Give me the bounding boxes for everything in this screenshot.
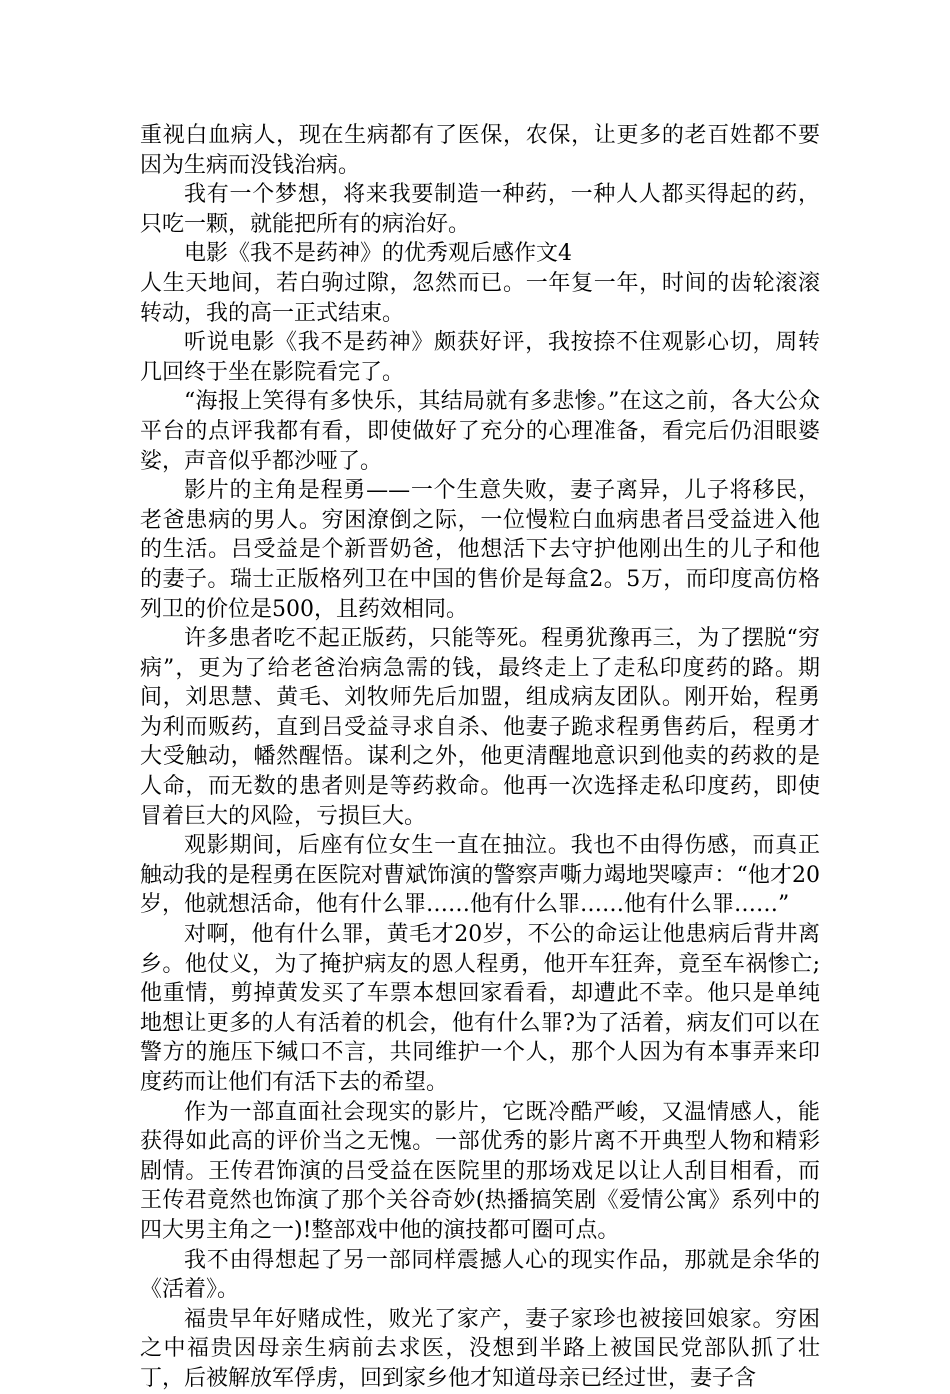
paragraph: 我不由得想起了另一部同样震撼人心的现实作品，那就是余华的《活着》。 (140, 1247, 820, 1303)
paragraph: 观影期间，后座有位女生一直在抽泣。我也不由得伤感，而真正触动我的是程勇在医院对曹斌饰演的警察声嘶力竭地哭嚎声：“他才20岁，他就想活命，他有什么罪……他有什么罪……他有什么罪……” (140, 833, 820, 918)
paragraph: 我有一个梦想，将来我要制造一种药，一种人人都买得起的药，只吃一颗，就能把所有的病治好。 (140, 182, 820, 237)
document-body (140, 121, 820, 1394)
paragraph: 重视白血病人，现在生病都有了医保，农保，让更多的老百姓都不要因为生病而没钱治病。 (140, 123, 820, 178)
paragraph: “海报上笑得有多快乐，其结局就有多悲惨。”在这之前，各大公众平台的点评我都有看，即使做好了充分的心理准备，看完后仍泪眼婆娑，声音似乎都沙哑了。 (140, 389, 820, 474)
paragraph: 影片的主角是程勇——一个生意失败，妻子离异，儿子将移民，老爸患病的男人。穷困潦倒之际，一位慢粒白血病患者吕受益进入他的生活。吕受益是个新晋奶爸，他想活下去守护他刚出生的儿子和他的妻子。瑞士正版格列卫在中国的售价是每盒2。5万，而印度高仿格列卫的价位是500，且药效相同。 (140, 478, 820, 622)
paragraph: 福贵早年好赌成性，败光了家产，妻子家珍也被接回娘家。穷困之中福贵因母亲生病前去求医，没想到半路上被国民党部队抓了壮丁，后被解放军俘虏，回到家乡他才知道母亲已经过世，妻子含 (140, 1306, 820, 1391)
paragraph: 听说电影《我不是药神》颇获好评，我按捺不住观影心切，周转几回终于坐在影院看完了。 (140, 330, 820, 385)
paragraph: 许多患者吃不起正版药，只能等死。程勇犹豫再三，为了摆脱“穷病”，更为了给老爸治病急需的钱，最终走上了走私印度药的路。期间，刘思慧、黄毛、刘牧师先后加盟，组成病友团队。刚开始，程勇为利而贩药，直到吕受益寻求自杀、他妻子跪求程勇售药后，程勇才大受触动，幡然醒悟。谋利之外，他更清醒地意识到他卖的药救的是人命，而无数的患者则是等药救命。他再一次选择走私印度药，即使冒着巨大的风险，亏损巨大。 (140, 626, 820, 829)
paragraph: 人生天地间，若白驹过隙，忽然而已。一年复一年，时间的齿轮滚滚转动，我的高一正式结束。 (140, 270, 820, 326)
paragraph: 对啊，他有什么罪，黄毛才20岁，不公的命运让他患病后背井离乡。他仗义，为了掩护病友的恩人程勇，他开车狂奔，竟至车祸惨亡;他重情，剪掉黄发买了车票本想回家看看，却遭此不幸。他只是单纯地想让更多的人有活着的机会，他有什么罪?为了活着，病友们可以在警方的施压下缄口不言，共同维护一个人，那个人因为有本事弄来印度药而让他们有活下去的希望。 (140, 922, 820, 1095)
section-title: 电影《我不是药神》的优秀观后感作文4 (184, 241, 572, 267)
paragraph: 作为一部直面社会现实的影片，它既冷酷严峻，又温情感人，能获得如此高的评价当之无愧。一部优秀的影片离不开典型人物和精彩剧情。王传君饰演的吕受益在医院里的那场戏足以让人刮目相看，而王传君竟然也饰演了那个关谷奇妙(热播搞笑剧《爱情公寓》系列中的四大男主角之一)!整部戏中他的演技都可圈可点。 (140, 1099, 820, 1243)
